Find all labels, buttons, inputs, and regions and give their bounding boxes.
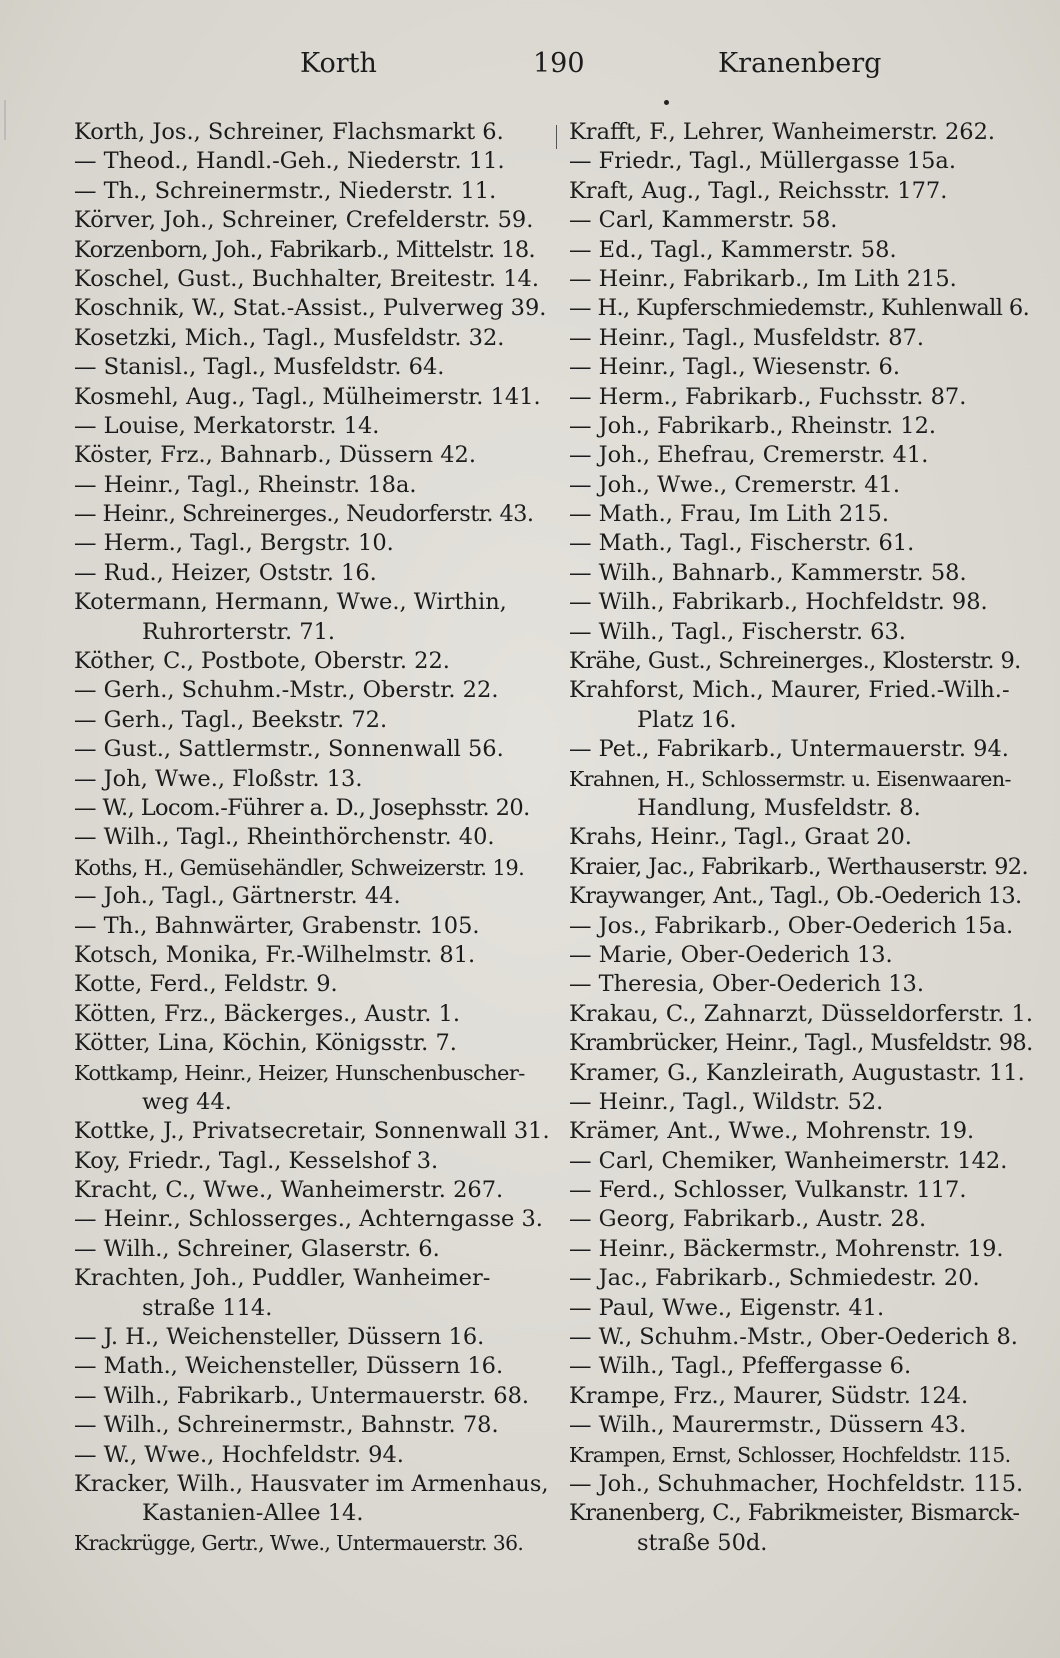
right-column bbox=[569, 118, 1037, 1558]
directory-entry: — Math., Weichensteller, Düssern 16. bbox=[74, 1353, 504, 1380]
directory-entry: Koy, Friedr., Tagl., Kesselshof 3. bbox=[74, 1147, 439, 1174]
directory-entry: Kötten, Frz., Bäckerges., Austr. 1. bbox=[74, 1000, 460, 1027]
header-right-catchword: Kranenberg bbox=[718, 48, 882, 79]
directory-entry: Köther, C., Postbote, Oberstr. 22. bbox=[74, 648, 450, 675]
directory-entry: — Joh, Wwe., Floßstr. 13. bbox=[74, 765, 363, 792]
directory-entry: Kottkamp, Heinr., Heizer, Hunschenbuscher- bbox=[74, 1060, 525, 1085]
page-header bbox=[0, 48, 1060, 88]
directory-entry: Körver, Joh., Schreiner, Crefelderstr. 59. bbox=[74, 207, 534, 234]
directory-entry: — Heinr., Tagl., Musfeldstr. 87. bbox=[569, 324, 925, 351]
directory-entry: — Gerh., Tagl., Beekstr. 72. bbox=[74, 706, 388, 733]
directory-entry: — Ferd., Schlosser, Vulkanstr. 117. bbox=[569, 1177, 967, 1204]
directory-entry: — Gerh., Schuhm.-Mstr., Oberstr. 22. bbox=[74, 677, 499, 704]
directory-entry: Kramer, G., Kanzleirath, Augustastr. 11. bbox=[569, 1059, 1025, 1086]
directory-entry: weg 44. bbox=[142, 1088, 232, 1115]
directory-entry: — Joh., Ehefrau, Cremerstr. 41. bbox=[569, 442, 929, 469]
directory-entry: Kraywanger, Ant., Tagl., Ob.-Oederich 13. bbox=[569, 883, 1022, 910]
directory-entry: Krämer, Ant., Wwe., Mohrenstr. 19. bbox=[569, 1118, 975, 1145]
directory-entry: — Georg, Fabrikarb., Austr. 28. bbox=[569, 1206, 927, 1233]
directory-entry: Kotermann, Hermann, Wwe., Wirthin, bbox=[74, 589, 507, 616]
directory-entry: — Heinr., Bäckermstr., Mohrenstr. 19. bbox=[569, 1235, 1004, 1262]
directory-entry: Krahforst, Mich., Maurer, Fried.-Wilh.- bbox=[569, 677, 1010, 704]
directory-entry: — Gust., Sattlermstr., Sonnenwall 56. bbox=[74, 736, 504, 763]
directory-entry: — J. H., Weichensteller, Düssern 16. bbox=[74, 1324, 485, 1351]
directory-entry: Krampe, Frz., Maurer, Südstr. 124. bbox=[569, 1382, 969, 1409]
directory-entry: — Jac., Fabrikarb., Schmiedestr. 20. bbox=[569, 1265, 980, 1292]
directory-entry: Kraft, Aug., Tagl., Reichsstr. 177. bbox=[569, 177, 948, 204]
directory-entry: — W., Wwe., Hochfeldstr. 94. bbox=[74, 1441, 404, 1468]
directory-entry: Koschnik, W., Stat.-Assist., Pulverweg 39. bbox=[74, 295, 547, 322]
directory-entry: — Jos., Fabrikarb., Ober-Oederich 15a. bbox=[569, 912, 1014, 939]
ink-dot bbox=[664, 100, 669, 105]
directory-entry: — Heinr., Schreinerges., Neudorferstr. 43. bbox=[74, 501, 534, 528]
directory-entry: — Carl, Kammerstr. 58. bbox=[569, 207, 838, 234]
directory-entry: — Wilh., Tagl., Pfeffergasse 6. bbox=[569, 1353, 912, 1380]
directory-entry: Kracht, C., Wwe., Wanheimerstr. 267. bbox=[74, 1177, 504, 1204]
directory-entry: Krähe, Gust., Schreinerges., Klosterstr. 9. bbox=[569, 648, 1021, 675]
directory-entry: — Wilh., Fabrikarb., Untermauerstr. 68. bbox=[74, 1382, 530, 1409]
directory-entry: Kosetzki, Mich., Tagl., Musfeldstr. 32. bbox=[74, 324, 505, 351]
directory-entry: Krampen, Ernst, Schlosser, Hochfeldstr. 115. bbox=[569, 1442, 1011, 1467]
directory-entry: — Wilh., Tagl., Rheinthörchenstr. 40. bbox=[74, 824, 495, 851]
directory-entry: Krackrügge, Gertr., Wwe., Untermauerstr. 36. bbox=[74, 1530, 524, 1555]
directory-entry: — Heinr., Schlosserges., Achterngasse 3. bbox=[74, 1206, 543, 1233]
directory-entry: — Wilh., Maurermstr., Düssern 43. bbox=[569, 1412, 967, 1439]
directory-entry: Krakau, C., Zahnarzt, Düsseldorferstr. 1. bbox=[569, 1000, 1033, 1027]
directory-entry: — Rud., Heizer, Oststr. 16. bbox=[74, 559, 377, 586]
directory-entry: Krahnen, H., Schlossermstr. u. Eisenwaaren- bbox=[569, 766, 1011, 791]
directory-entry: Kosmehl, Aug., Tagl., Mülheimerstr. 141. bbox=[74, 383, 541, 410]
directory-entry: Köster, Frz., Bahnarb., Düssern 42. bbox=[74, 442, 477, 469]
directory-entry: — Wilh., Bahnarb., Kammerstr. 58. bbox=[569, 559, 967, 586]
directory-entry: — Wilh., Fabrikarb., Hochfeldstr. 98. bbox=[569, 589, 988, 616]
directory-entry: — Joh., Tagl., Gärtnerstr. 44. bbox=[74, 883, 401, 910]
directory-entry: — Wilh., Schreinermstr., Bahnstr. 78. bbox=[74, 1412, 499, 1439]
directory-entry: — H., Kupferschmiedemstr., Kuhlenwall 6. bbox=[569, 295, 1030, 322]
header-left-catchword: Korth bbox=[300, 48, 377, 79]
directory-entry: Kastanien-Allee 14. bbox=[142, 1500, 364, 1527]
directory-entry: Korth, Jos., Schreiner, Flachsmarkt 6. bbox=[74, 119, 504, 145]
directory-entry: — W., Schuhm.-Mstr., Ober-Oederich 8. bbox=[569, 1324, 1018, 1351]
directory-entry: straße 50d. bbox=[637, 1529, 768, 1556]
directory-entry: Platz 16. bbox=[637, 706, 737, 733]
directory-entry: Kranenberg, C., Fabrikmeister, Bismarck- bbox=[569, 1500, 1020, 1527]
directory-entry: — Marie, Ober-Oederich 13. bbox=[569, 941, 893, 968]
left-column bbox=[74, 118, 550, 1558]
directory-entry: Kraier, Jac., Fabrikarb., Werthauserstr. 92. bbox=[569, 853, 1029, 880]
directory-entry: Koths, H., Gemüsehändler, Schweizerstr. 19. bbox=[74, 854, 525, 880]
directory-entry: — Th., Schreinermstr., Niederstr. 11. bbox=[74, 177, 497, 204]
directory-entry: Handlung, Musfeldstr. 8. bbox=[637, 794, 921, 821]
directory-entry: — Math., Frau, Im Lith 215. bbox=[569, 501, 889, 528]
directory-entry: Kottke, J., Privatsecretair, Sonnenwall 31. bbox=[74, 1118, 550, 1145]
directory-entry: Kötter, Lina, Köchin, Königsstr. 7. bbox=[74, 1030, 457, 1057]
page-number: 190 bbox=[533, 48, 585, 79]
directory-entry: — Heinr., Tagl., Wildstr. 52. bbox=[569, 1088, 884, 1115]
directory-entry: — Theod., Handl.-Geh., Niederstr. 11. bbox=[74, 148, 505, 175]
directory-entry: — Joh., Wwe., Cremerstr. 41. bbox=[569, 471, 900, 498]
column-divider bbox=[556, 125, 557, 149]
directory-entry: — Wilh., Tagl., Fischerstr. 63. bbox=[569, 618, 906, 645]
directory-entry: Koschel, Gust., Buchhalter, Breitestr. 14. bbox=[74, 265, 539, 292]
directory-entry: — Carl, Chemiker, Wanheimerstr. 142. bbox=[569, 1147, 1008, 1174]
directory-entry: Kotte, Ferd., Feldstr. 9. bbox=[74, 971, 338, 998]
directory-entry: — Math., Tagl., Fischerstr. 61. bbox=[569, 530, 915, 557]
directory-entry: Kracker, Wilh., Hausvater im Armenhaus, bbox=[74, 1470, 549, 1497]
page-edge-mark bbox=[4, 100, 6, 140]
directory-entry: — Heinr., Tagl., Wiesenstr. 6. bbox=[569, 354, 900, 381]
directory-entry: straße 114. bbox=[142, 1294, 273, 1321]
directory-entry: — Joh., Schuhmacher, Hochfeldstr. 115. bbox=[569, 1470, 1024, 1497]
directory-entry: — Friedr., Tagl., Müllergasse 15a. bbox=[569, 148, 956, 175]
directory-entry: — Heinr., Fabrikarb., Im Lith 215. bbox=[569, 265, 957, 292]
directory-entry: — Wilh., Schreiner, Glaserstr. 6. bbox=[74, 1235, 440, 1262]
directory-entry: — Heinr., Tagl., Rheinstr. 18a. bbox=[74, 471, 417, 498]
directory-entry: Ruhrorterstr. 71. bbox=[142, 618, 336, 645]
directory-entry: Krambrücker, Heinr., Tagl., Musfeldstr. 98. bbox=[569, 1030, 1033, 1057]
directory-entry: — Paul, Wwe., Eigenstr. 41. bbox=[569, 1294, 885, 1321]
directory-entry: — Ed., Tagl., Kammerstr. 58. bbox=[569, 236, 897, 263]
directory-entry: — Joh., Fabrikarb., Rheinstr. 12. bbox=[569, 412, 937, 439]
directory-entry: — Louise, Merkatorstr. 14. bbox=[74, 412, 380, 439]
directory-entry: Krafft, F., Lehrer, Wanheimerstr. 262. bbox=[569, 119, 996, 145]
directory-entry: Krachten, Joh., Puddler, Wanheimer- bbox=[74, 1265, 491, 1292]
directory-entry: — W., Locom.-Führer a. D., Josephsstr. 20. bbox=[74, 794, 530, 821]
directory-entry: — Herm., Fabrikarb., Fuchsstr. 87. bbox=[569, 383, 967, 410]
directory-entry: Korzenborn, Joh., Fabrikarb., Mittelstr. 18. bbox=[74, 236, 536, 263]
directory-entry: Krahs, Heinr., Tagl., Graat 20. bbox=[569, 824, 912, 851]
directory-entry: — Theresia, Ober-Oederich 13. bbox=[569, 971, 924, 998]
directory-entry: — Th., Bahnwärter, Grabenstr. 105. bbox=[74, 912, 480, 939]
directory-entry: — Stanisl., Tagl., Musfeldstr. 64. bbox=[74, 354, 445, 381]
directory-entry: Kotsch, Monika, Fr.-Wilhelmstr. 81. bbox=[74, 941, 476, 968]
directory-entry: — Herm., Tagl., Bergstr. 10. bbox=[74, 530, 394, 557]
directory-entry: — Pet., Fabrikarb., Untermauerstr. 94. bbox=[569, 736, 1009, 763]
